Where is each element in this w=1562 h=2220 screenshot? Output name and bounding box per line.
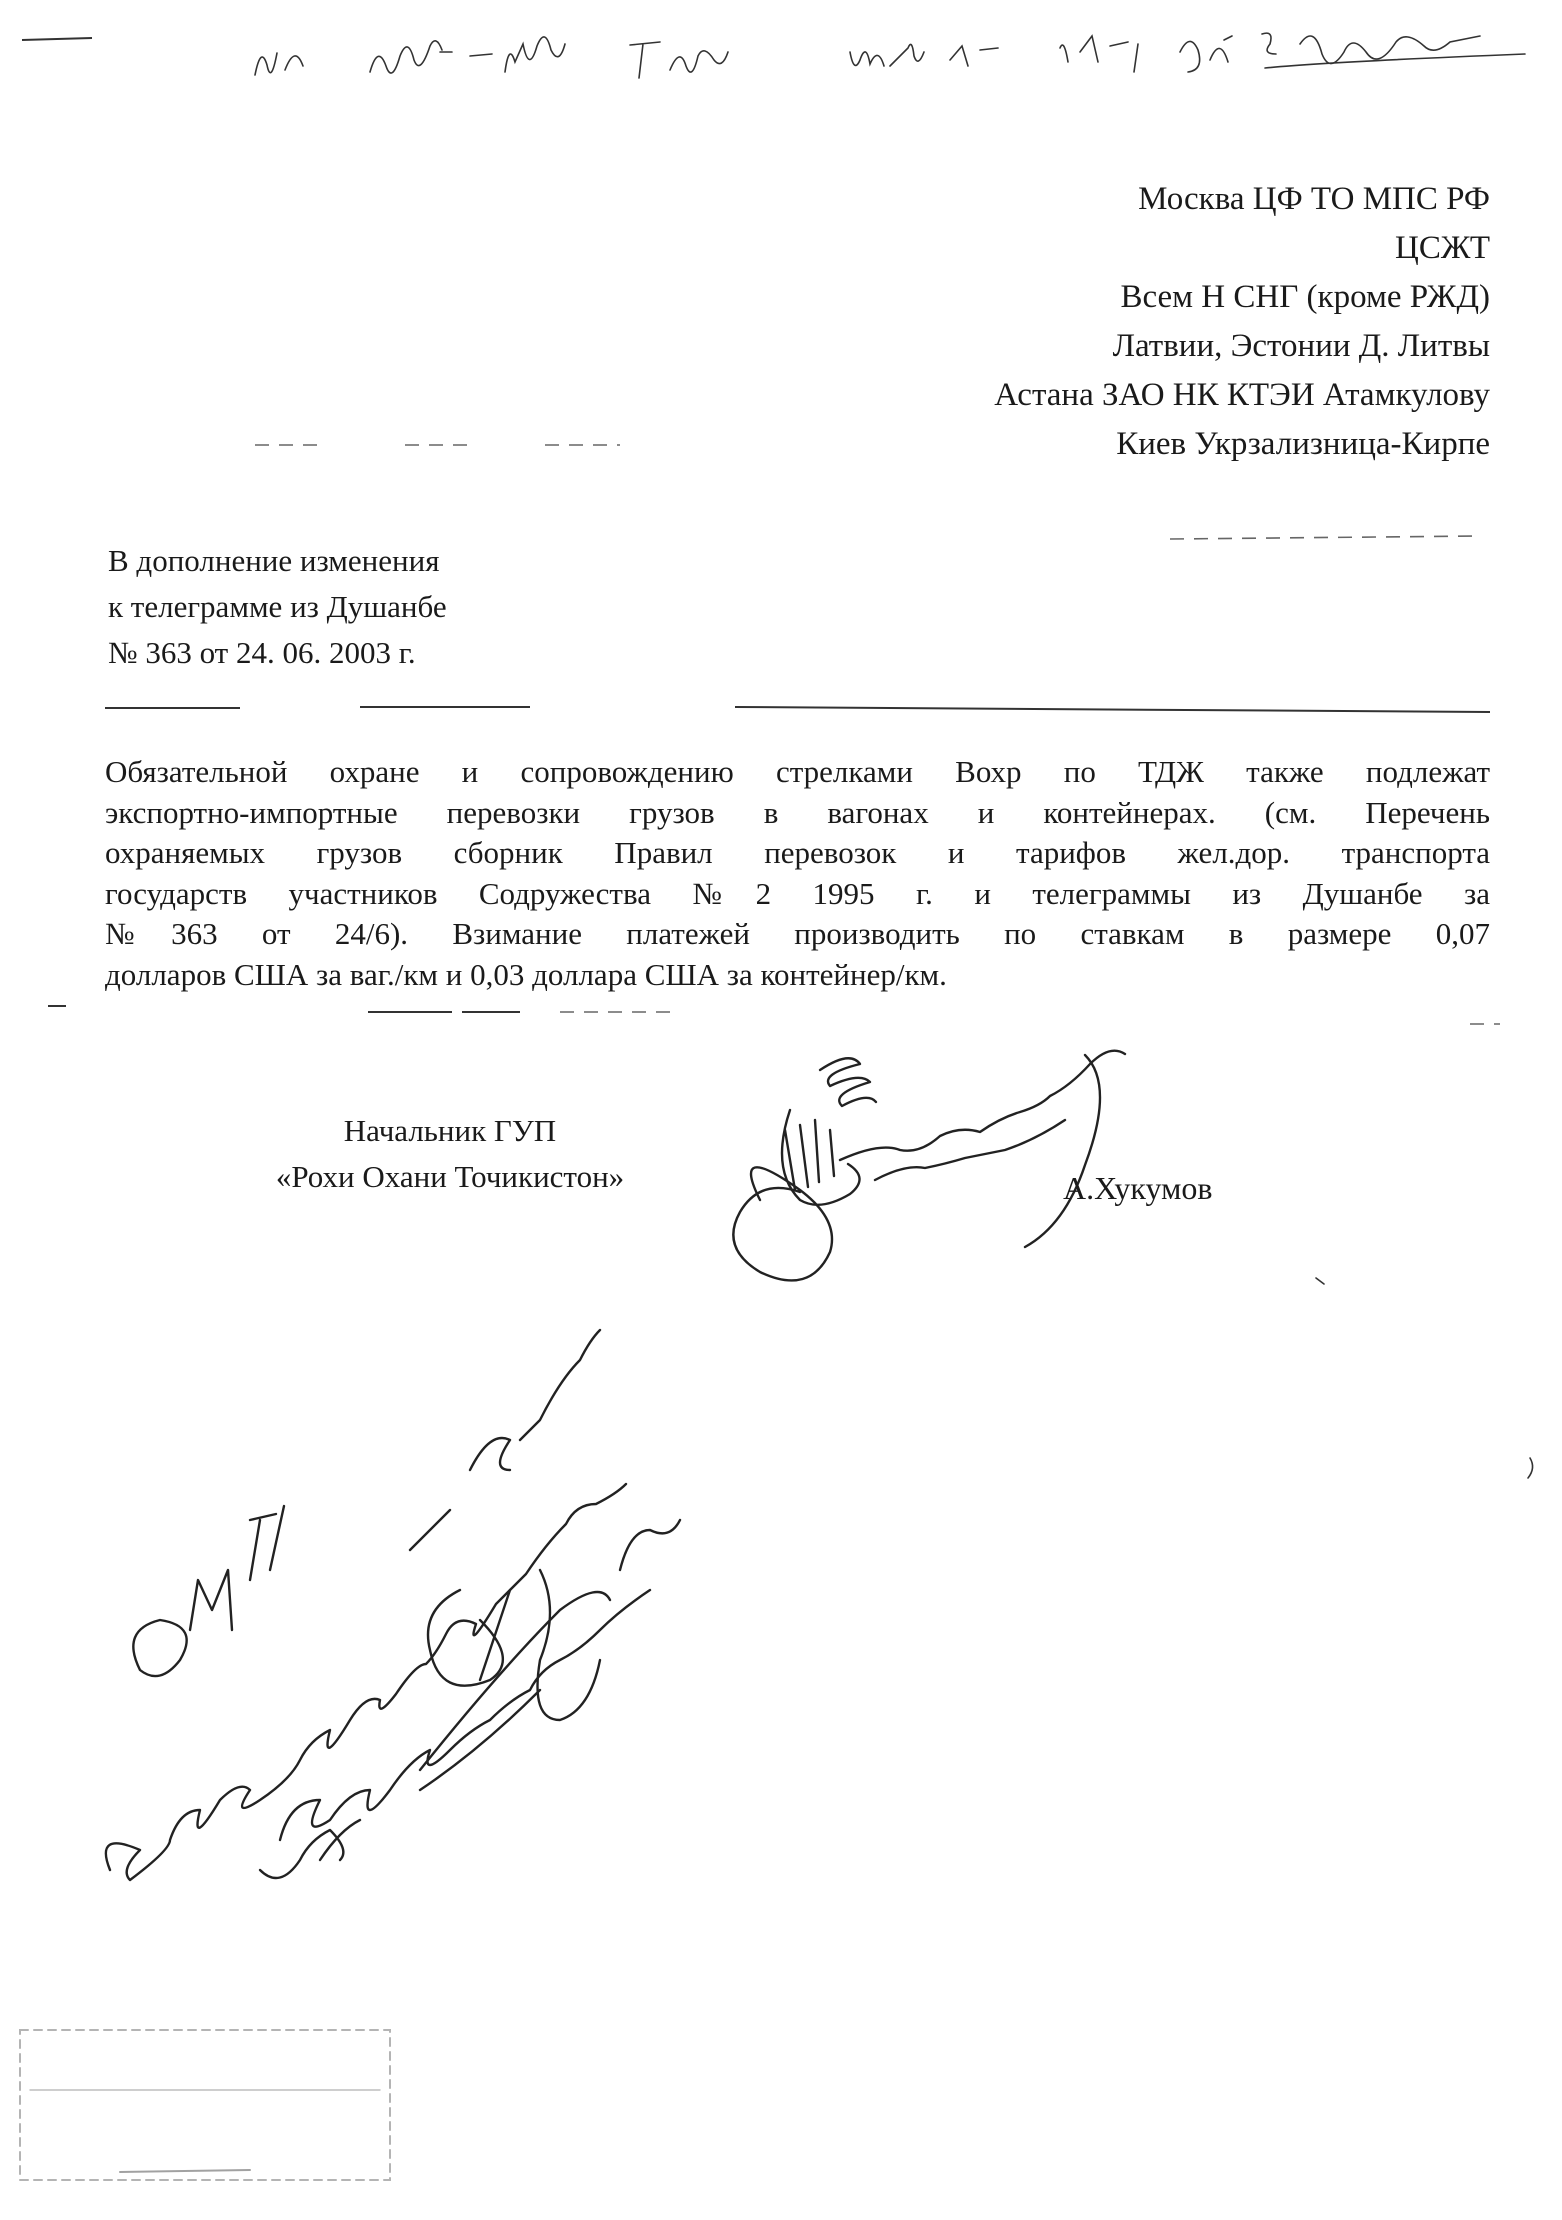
body-line: №363 от 24/6). Взимание платежей производить по ставкам в размере 0,07 [105, 916, 1490, 951]
body-paragraph [105, 752, 1490, 995]
signatory-name: А.Хукумов [1063, 1170, 1213, 1206]
reference-line: № 363 от 24. 06. 2003 г. [108, 635, 416, 670]
reference-block [108, 538, 447, 676]
addressees-block [994, 175, 1490, 469]
speck-icon [1316, 1278, 1324, 1284]
body-line: государств участников Содружества №2 1995 г. и телеграммы из Душанбе за [105, 875, 1490, 911]
addressee-line: Всем Н СНГ (кроме РЖД) [1120, 279, 1490, 315]
signatory-organization: «Рохи Охани Точикистон» [275, 1159, 625, 1194]
body-line: экспортно-импортные перевозки грузов в вагонах и контейнерах. (см. Перечень [105, 794, 1490, 830]
body-line: долларов США за ваг./км и 0,03 доллара США за контейнер/км. [105, 956, 947, 992]
resolution-handwriting-icon [106, 1330, 680, 1880]
body-line: Обязательной охране и сопровождению стрелками Вохр по ТДЖ также подлежат [105, 754, 1490, 789]
stamp-icon [20, 2030, 390, 2180]
address-separator [1170, 536, 1480, 539]
signatory-position: Начальник ГУП [343, 1113, 557, 1148]
addressee-line: Киев Укрзализница-Кирпе [1116, 426, 1490, 462]
addressee-line: Москва ЦФ ТО МПС РФ [1138, 181, 1490, 217]
top-left-mark [22, 38, 92, 40]
addressee-line: Латвии, Эстонии Д. Литвы [1112, 328, 1490, 364]
addressee-line: Астана ЗАО НК КТЭИ Атамкулову [994, 377, 1490, 413]
margin-comma-icon [1528, 1458, 1533, 1478]
signature-icon [733, 1051, 1125, 1281]
signatory-title [230, 1108, 670, 1200]
reference-line: В дополнение изменения [108, 543, 440, 578]
reference-line: к телеграмме из Душанбе [108, 589, 447, 624]
addressee-line: ЦСЖТ [1394, 230, 1490, 266]
rule-right [735, 707, 1490, 712]
body-line: охраняемых грузов сборник Правил перевозок и тарифов жел.дор. транспорта [105, 835, 1490, 870]
